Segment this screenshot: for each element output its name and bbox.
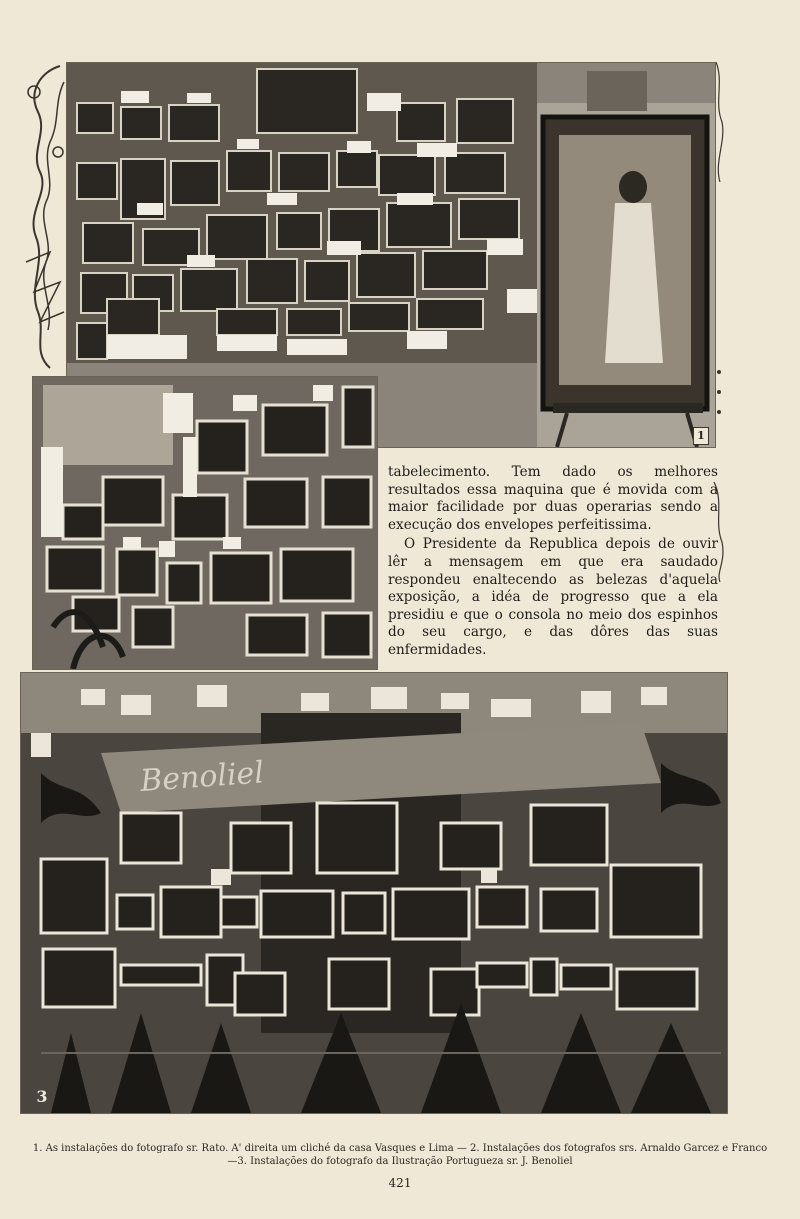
figure-caption: 1. As instalações do fotografo sr. Rato. A' direita um cliché da casa Vasques e Lima — 2. Instalações dos fotografos srs. Arnaldo Garcez e Franco—3. Instalações do fotografo da Ilustração Portugueza sr. J. Benoliel	[32, 1143, 768, 1167]
photo-2-image	[33, 377, 377, 669]
photo-benoliel-installation	[20, 672, 728, 1114]
banner-benoliel: Benoliel	[139, 755, 265, 799]
article-paragraph-1: tabelecimento. Tem dado os melhores resultados essa maquina que é movida com a maior facilidade por duas operarias sendo a execução dos envelopes perfeitissima.	[388, 464, 718, 533]
photo-garcez-franco-installation	[32, 376, 378, 670]
ornamental-border	[20, 62, 70, 372]
photo-3-image	[21, 673, 727, 1113]
photo-3-number: 3	[36, 1087, 48, 1106]
page-number: 421	[388, 1176, 412, 1190]
article-paragraph-2: O Presidente da Republica depois de ouvir lêr a mensagem em que era saudado respondeu enaltecendo as belezas d'aquela exposição, a idéa de progresso que a ela presidiu e que o consola no meio dos espinhos do seu cargo, e das dôres das suas enfermidades.	[388, 536, 718, 658]
photo-1-number: 1	[693, 427, 709, 445]
article-text	[388, 464, 718, 660]
